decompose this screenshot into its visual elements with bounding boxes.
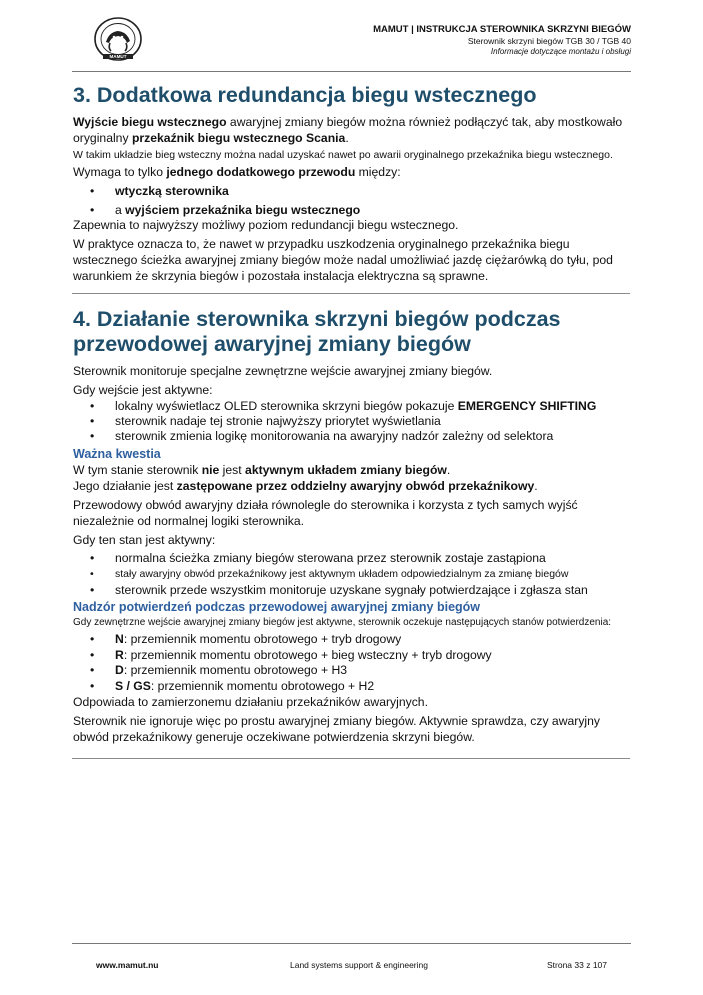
list-item: • normalna ścieżka zmiany biegów sterowana przez sterownik zostaje zastąpiona: [73, 550, 629, 566]
heading-line: 4. Działanie sterownika skrzyni biegów podczas: [73, 307, 561, 331]
list-item: [73, 414, 629, 429]
list-item: [73, 182, 629, 201]
text: sterownik nadaje tej stronie najwyższy priorytet wyświetlania: [115, 414, 441, 428]
section-divider: [72, 758, 630, 759]
bold-text: wtyczką sterownika: [115, 184, 229, 198]
header-subtitle: Sterownik skrzyni biegów TGB 30 / TGB 40: [467, 36, 631, 46]
section-3-paragraph-3: [73, 164, 629, 180]
bold-text: jednego dodatkowego przewodu: [166, 165, 356, 179]
text: .: [446, 463, 451, 477]
list-item: [73, 399, 629, 414]
list-item: [73, 201, 629, 220]
bold-text: aktywnym układem zmiany biegów: [245, 463, 447, 477]
list-item: • stały awaryjny obwód przekaźnikowy jest aktywnym układem odpowiedzialnym za zmianę biegów: [73, 566, 629, 582]
state-key: D: [115, 663, 124, 677]
bold-text: Wyjście biegu wstecznego: [73, 115, 227, 129]
list-item: [73, 663, 629, 679]
text: między:: [355, 165, 401, 179]
text: awaryjnej zmiany biegów można również podłączyć tak, aby mostkowało oryginalny: [73, 115, 623, 145]
important-heading: Ważna kwestia: [73, 447, 161, 461]
section-4-heading: [73, 307, 629, 357]
section-4-paragraph-3: Przewodowy obwód awaryjny działa równolegle do sterownika i korzysta z tych samych wyjść niezależnie od normalnej logiki sterownika.: [73, 498, 578, 528]
footer-website-link[interactable]: www.mamut.nu: [96, 960, 159, 970]
bold-text: wyjściem przekaźnika biegu wstecznego: [125, 203, 361, 217]
footer-center-text: Land systems support & engineering: [290, 960, 428, 970]
section-divider: [72, 293, 630, 294]
important-line-2: [73, 478, 629, 494]
list-item: • sterownik przede wszystkim monitoruje uzyskane sygnały potwierdzające i zgłasza stan: [73, 582, 629, 598]
bold-text: zastępowane przez oddzielny awaryjny obwód przekaźnikowy: [176, 479, 535, 493]
section-3-paragraph-2: W takim układzie bieg wsteczny można nadal uzyskać nawet po awarii oryginalnego przekaźnika biegu wstecznego.: [73, 149, 613, 161]
text: sterownik zmienia logikę monitorowania na awaryjny nadzór zależny od selektora: [115, 429, 554, 443]
supervision-intro: Gdy zewnętrzne wejście awaryjnej zmiany biegów jest aktywne, sterownik oczekuje następujących stanów potwierdzenia:: [73, 617, 612, 628]
text: jest: [219, 463, 246, 477]
section-4-paragraph-1: Sterownik monitoruje specjalne zewnętrzne wejście awaryjnej zmiany biegów.: [73, 364, 493, 378]
bold-text: przekaźnik biegu wstecznego Scania: [131, 131, 346, 145]
footer-page-number: Strona 33 z 107: [546, 960, 607, 970]
text: lokalny wyświetlacz OLED sterownika skrzyni biegów pokazuje: [115, 399, 458, 413]
section-3-paragraph-4: Zapewnia to najwyższy możliwy poziom redundancji biegu wstecznego.: [73, 218, 459, 232]
text: Wymaga to tylko: [73, 165, 167, 179]
heading-line: przewodowej awaryjnej zmiany biegów: [73, 332, 471, 356]
text: .: [534, 479, 538, 493]
text: a: [115, 203, 126, 217]
text: : przemiennik momentu obrotowego + H3: [123, 663, 348, 677]
section-4-list-2: [73, 550, 629, 598]
text: : przemiennik momentu obrotowego + bieg wsteczny + tryb drogowy: [123, 647, 492, 662]
supervision-list: [73, 632, 629, 694]
page-content: [73, 83, 629, 759]
header-rule: [72, 71, 631, 72]
section-4: [73, 307, 629, 745]
text: Jego działanie jest: [73, 479, 177, 493]
section-4-paragraph-5: Sterownik nie ignoruje więc po prostu awaryjnej zmiany biegów. Aktywnie sprawdza, czy awaryjny obwód przekaźnikowy generuje oczekiwane potwierdzenia skrzyni biegów.: [73, 714, 601, 744]
list-item: [73, 648, 629, 664]
bold-text: EMERGENCY SHIFTING: [457, 399, 597, 413]
list-item: [73, 429, 629, 444]
footer-rule: [72, 943, 631, 944]
mamut-logo-icon: [93, 16, 143, 62]
section-4-list-1: [73, 399, 629, 444]
state-key: R: [115, 647, 124, 662]
section-3-paragraph-1: [73, 114, 629, 146]
section-3-list: [73, 182, 629, 220]
page-header: [373, 24, 631, 57]
section-3-heading: 3. Dodatkowa redundancja biegu wstecznego: [73, 83, 537, 107]
header-subtitle-info: Informacje dotyczące montażu i obsługi: [490, 47, 631, 56]
text: W tym stanie sterownik: [73, 463, 202, 477]
supervision-after: Odpowiada to zamierzonemu działaniu przekaźników awaryjnych.: [73, 695, 428, 709]
text: : przemiennik momentu obrotowego + H2: [150, 678, 375, 693]
list-item: [73, 632, 629, 648]
section-3: [73, 83, 629, 284]
state-key: S / GS: [115, 678, 151, 693]
supervision-heading: Nadzór potwierdzeń podczas przewodowej awaryjnej zmiany biegów: [73, 600, 481, 614]
section-4-paragraph-4: Gdy ten stan jest aktywny:: [73, 533, 216, 547]
important-line-1: [73, 462, 629, 478]
list-item: [73, 679, 629, 695]
text: : przemiennik momentu obrotowego + tryb drogowy: [123, 632, 402, 646]
text: .: [345, 131, 349, 145]
section-4-paragraph-2: Gdy wejście jest aktywne:: [73, 383, 213, 397]
header-title: MAMUT | INSTRUKCJA STEROWNIKA SKRZYNI BIEGÓW: [373, 24, 631, 35]
logo-text: MAMUT: [109, 54, 127, 60]
state-key: N: [115, 632, 124, 646]
section-3-paragraph-5: W praktyce oznacza to, że nawet w przypadku uszkodzenia oryginalnego przekaźnika biegu wstecznego ścieżka awaryjnej zmiany biegów może nadal umożliwiać jazdę ciężarówką do tyłu, pod warunkiem że skrzynia biegów i pozostała instalacja elektryczna są sprawne.: [73, 237, 613, 283]
bold-text: nie: [201, 463, 220, 477]
